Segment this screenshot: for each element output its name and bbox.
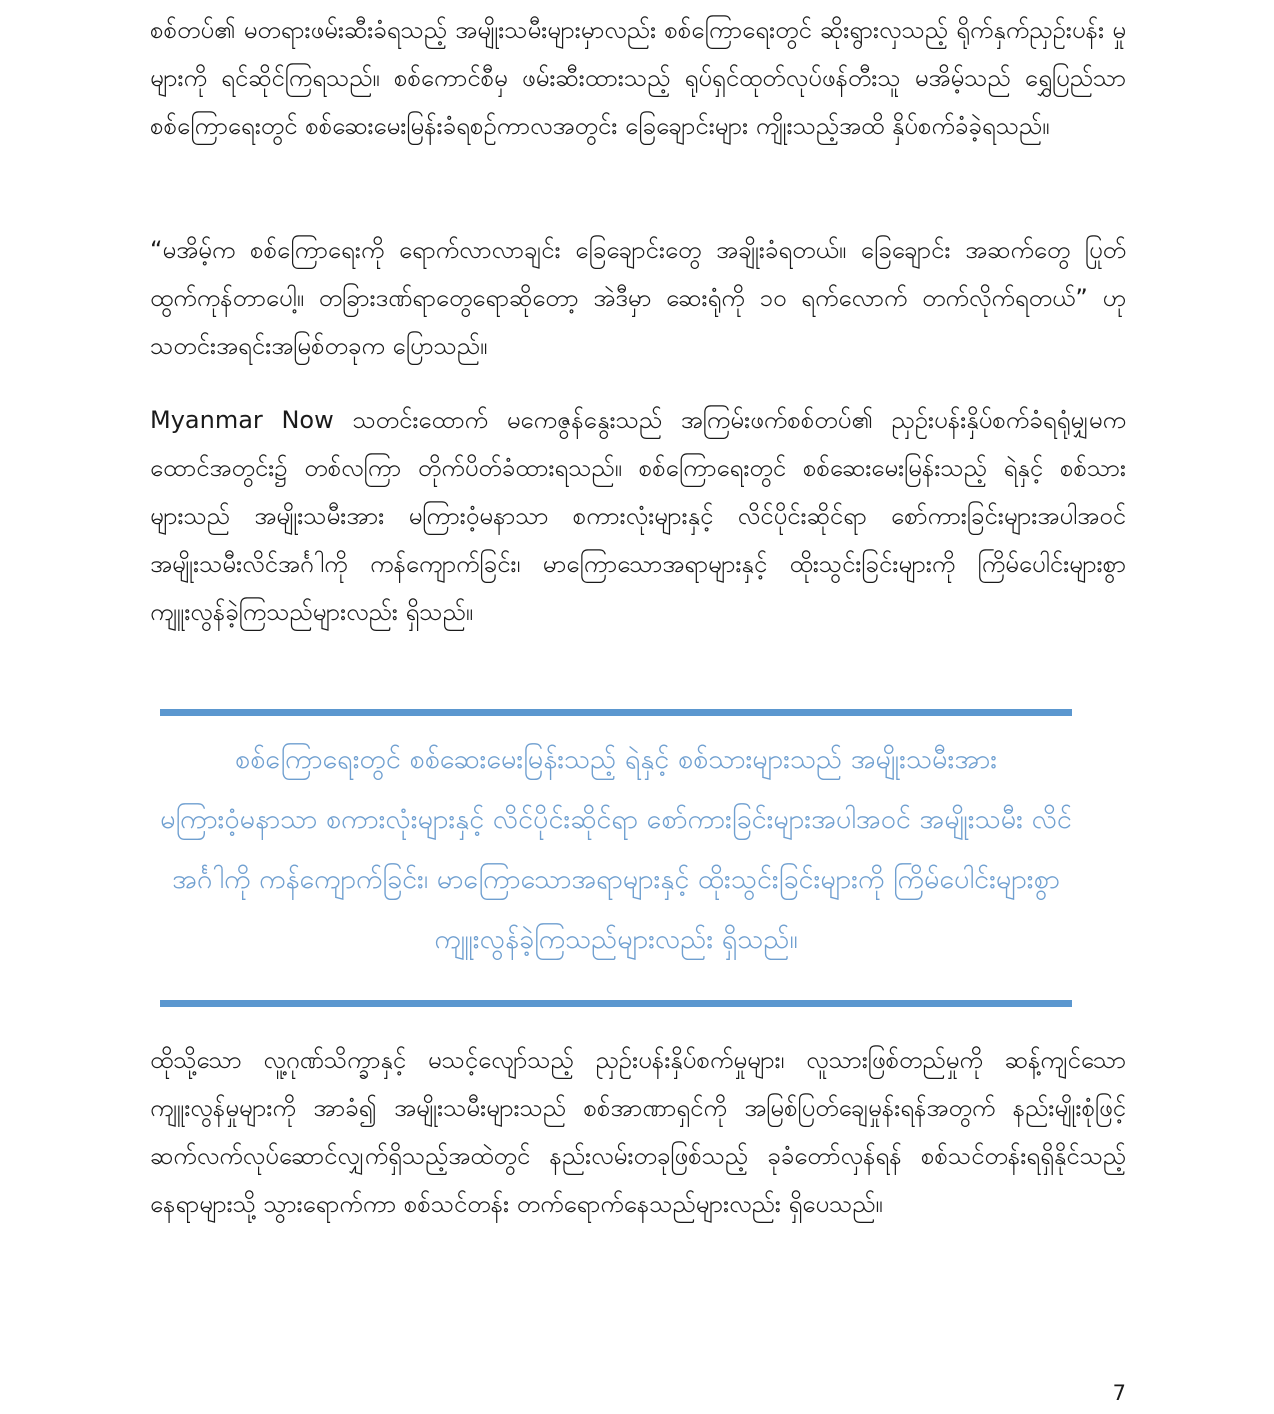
pullquote-top-rule (160, 709, 1072, 716)
pullquote-text: စစ်ကြောရေးတွင် စစ်ဆေးမေးမြန်းသည့် ရဲနှင့် စစ်သားများသည် အမျိုးသမီးအား မကြားဝံ့မနာသာ စကားလုံးများနှင့် လိင်ပိုင်းဆိုင်ရာ စော်ကားခြင်းများအပါအဝင် အမျိုးသမီး လိင်အင်္ဂါကို ကန်ကျောက်ခြင်း၊ မာကြောသောအရာများနှင့် ထိုးသွင်းခြင်းများကို ကြိမ်ပေါင်းများစွာ ကျူးလွန်ခဲ့ကြသည်များလည်း ရှိသည်။ (160, 744, 1072, 955)
pullquote-bottom-rule (160, 1000, 1072, 1007)
body-paragraph-4: ထိုသို့သော လူ့ဂုဏ်သိက္ခာနှင့် မသင့်လျော်သည့် ညှဉ်းပန်းနှိပ်စက်မှုများ၊ လူသားဖြစ်တည်မှုကို ဆန့်ကျင်သော ကျူးလွန်မှုများကို အာခံ၍ အမျိုးသမီးများသည် စစ်အာဏာရှင်ကို အမြစ်ပြတ်ချေမှုန်းရန်အတွက် နည်းမျိုးစုံဖြင့် ဆက်လက်လုပ်ဆောင်လျှက်ရှိသည့်အထဲတွင် နည်းလမ်းတခုဖြစ်သည့် ခုခံတော်လှန်ရန် စစ်သင်တန်းရရှိနိုင်သည့်နေရာများသို့ သွားရောက်ကာ စစ်သင်တန်း တက်ရောက်နေသည်များလည်း ရှိပေသည်။ (150, 1046, 1126, 1218)
page-number: 7 (1112, 1381, 1126, 1405)
body-paragraph-3: Myanmar Now သတင်းထောက် မကေဇွန်နွေးသည် အကြမ်းဖက်စစ်တပ်၏ ညှဉ်းပန်းနှိပ်စက်ခံရရုံမျှမက ထောင်အတွင်း၌ တစ်လကြာ တိုက်ပိတ်ခံထားရသည်။ စစ်ကြောရေးတွင် စစ်ဆေးမေးမြန်းသည့် ရဲနှင့် စစ်သားများသည် အမျိုးသမီးအား မကြားဝံ့မနာသာ စကားလုံးများနှင့် လိင်ပိုင်းဆိုင်ရာ စော်ကားခြင်းများအပါအဝင် အမျိုးသမီးလိင်အင်္ဂါကို ကန်ကျောက်ခြင်း၊ မာကြောသောအရာများနှင့် ထိုးသွင်းခြင်းများကို ကြိမ်ပေါင်းများစွာ ကျူးလွန်ခဲ့ကြသည်များလည်း ရှိသည်။ (150, 406, 1126, 626)
body-paragraph-2-quote: “မအိမ့်က စစ်ကြောရေးကို ရောက်လာလာချင်း ခြေချောင်းတွေ အချိုးခံရတယ်။ ခြေချောင်း အဆက်တွေ ပြုတ်ထွက်ကုန်တာပေါ့။ တခြားဒဏ်ရာတွေရောဆိုတော့ အဲဒီမှာ ဆေးရုံကို ၁၀ ရက်လောက် တက်လိုက်ရတယ်” ဟု သတင်းအရင်းအမြစ်တခုက ပြောသည်။ (150, 236, 1126, 360)
body-paragraph-1: စစ်တပ်၏ မတရားဖမ်းဆီးခံရသည့် အမျိုးသမီးများမှာလည်း စစ်ကြောရေးတွင် ဆိုးရွားလှသည့် ရိုက်နှက်ညှဉ်းပန်း မှုများကို ရင်ဆိုင်ကြရသည်။ စစ်ကောင်စီမှ ဖမ်းဆီးထားသည့် ရုပ်ရှင်ထုတ်လုပ်ဖန်တီးသူ မအိမ့်သည် ရွှေပြည်သာစစ်ကြောရေးတွင် စစ်ဆေးမေးမြန်းခံရစဉ်ကာလအတွင်း ခြေချောင်းများ ကျိုးသည့်အထိ နှိပ်စက်ခံခဲ့ရသည်။ (150, 16, 1126, 140)
